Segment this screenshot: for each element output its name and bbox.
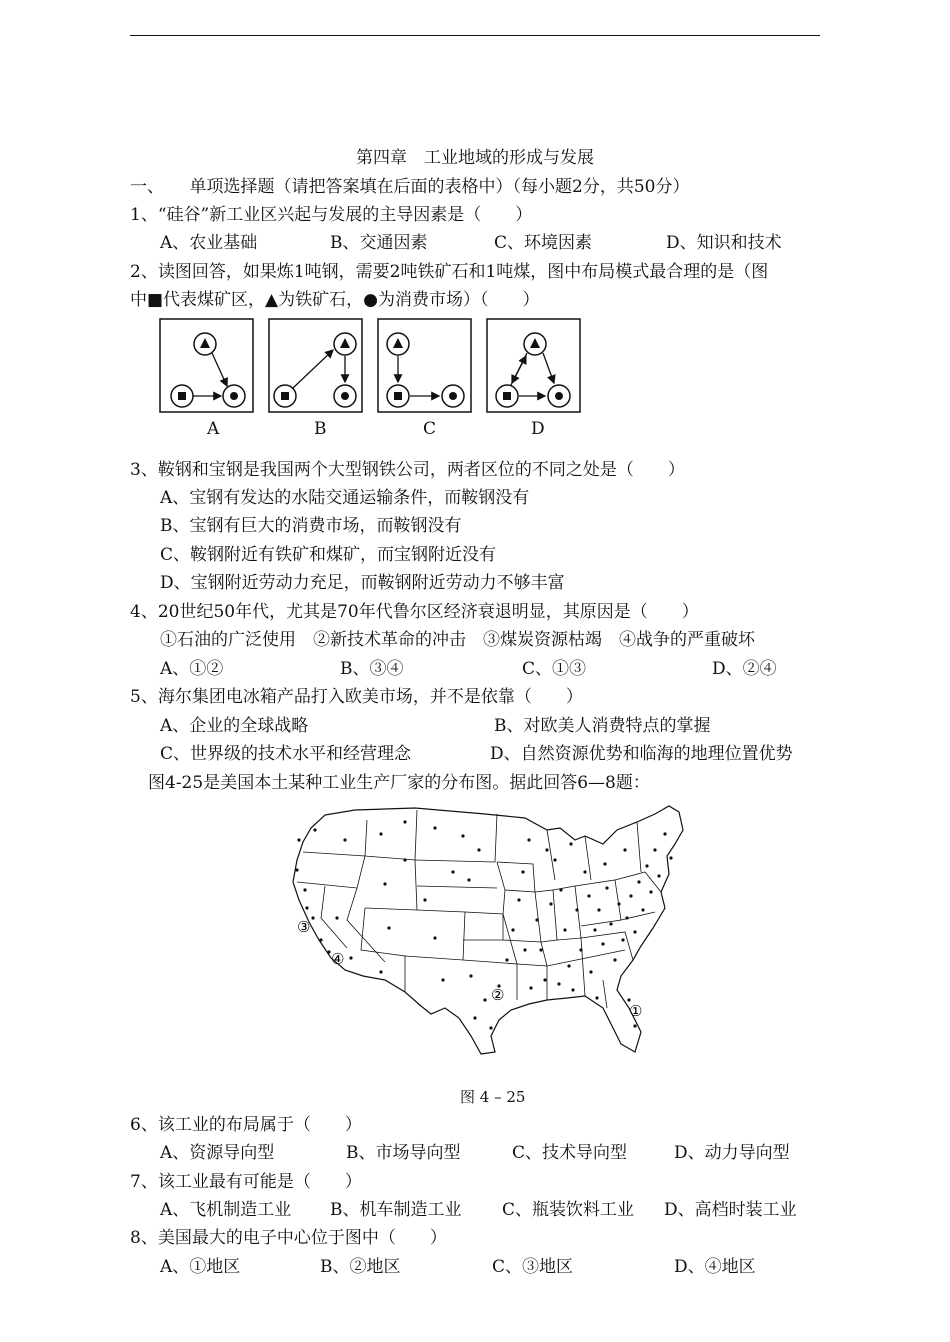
diagram-panel-a [160,319,253,412]
question-5-stem: 5、海尔集团电冰箱产品打入欧美市场，并不是依靠（ ） [130,687,583,707]
header-rule [130,35,820,36]
question-4-option-a: A、①② [160,659,224,679]
us-outline [293,806,683,1054]
question-1-option-c: C、环境因素 [494,233,593,253]
question-8-option-d: D、④地区 [674,1257,756,1277]
question-5-option-d: D、自然资源优势和临海的地理位置优势 [490,744,793,764]
question-8-stem: 8、美国最大的电子中心位于图中（ ） [130,1228,447,1248]
question-5-option-c: C、世界级的技术水平和经营理念 [160,744,412,764]
question-7-option-c: C、瓶装饮料工业 [502,1200,635,1220]
question-8-option-c: C、③地区 [492,1257,574,1277]
question-8-option-a: A、①地区 [160,1257,241,1277]
question-4-option-c: C、①③ [522,659,587,679]
question-2-stem-line1: 2、读图回答，如果炼1吨钢，需要2吨铁矿石和1吨煤，图中布局模式最合理的是（图 [130,262,769,282]
question-6-option-b: B、市场导向型 [346,1143,461,1163]
question-5-option-a: A、企业的全球战略 [160,716,309,736]
question-3-option-a: A、宝钢有发达的水陆交通运输条件，而鞍钢没有 [160,488,530,508]
panel-label-c: C [423,419,437,439]
question-6-stem: 6、该工业的布局属于（ ） [130,1115,362,1135]
diagram-panel-d [487,319,580,412]
question-4-stem: 4、20世纪50年代，尤其是70年代鲁尔区经济衰退明显，其原因是（ ） [130,602,699,622]
region-label-2: ② [491,986,505,1004]
region-label-4: ④ [331,950,345,968]
question-4-factors: ①石油的广泛使用 ②新技术革命的冲击 ③煤炭资源枯竭 ④战争的严重破坏 [160,630,755,650]
state-borders [297,810,661,1008]
question-3-stem: 3、鞍钢和宝钢是我国两个大型钢铁公司，两者区位的不同之处是（ ） [130,460,685,480]
question-3-option-c: C、鞍钢附近有铁矿和煤矿，而宝钢附近没有 [160,545,497,565]
question-7-option-d: D、高档时装工业 [664,1200,797,1220]
region-label-3: ③ [297,918,311,936]
panel-label-b: B [314,419,327,439]
question-7-stem: 7、该工业最有可能是（ ） [130,1172,362,1192]
region-label-1: ① [629,1002,643,1020]
question-1-option-b: B、交通因素 [330,233,428,253]
question-7-option-a: A、飞机制造工业 [160,1200,292,1220]
map-caption: 图 4 – 25 [460,1088,526,1106]
question-2-stem-line2: 中■代表煤矿区，▲为铁矿石，●为消费市场）（ ） [130,290,540,310]
diagram-panel-b [269,319,362,412]
question-8-option-b: B、②地区 [320,1257,401,1277]
section-heading: 一、 单项选择题（请把答案填在后面的表格中）（每小题2分，共50分） [130,177,690,197]
question-1-option-a: A、农业基础 [160,233,258,253]
question-6-option-d: D、动力导向型 [674,1143,790,1163]
panel-label-d: D [531,419,545,439]
question-7-option-b: B、机车制造工业 [330,1200,462,1220]
question-4-option-d: D、②④ [712,659,777,679]
usa-factory-distribution-map [285,800,715,1060]
layout-pattern-figure [155,316,585,441]
question-3-option-b: B、宝钢有巨大的消费市场，而鞍钢没有 [160,516,462,536]
question-6-option-a: A、资源导向型 [160,1143,275,1163]
panel-label-a: A [207,419,220,439]
map-intro: 图4-25是美国本土某种工业生产厂家的分布图。据此回答6—8题： [148,773,650,793]
question-1-stem: 1、“硅谷”新工业区兴起与发展的主导因素是（ ） [130,205,533,225]
question-4-option-b: B、③④ [340,659,404,679]
question-6-option-c: C、技术导向型 [512,1143,628,1163]
question-1-option-d: D、知识和技术 [666,233,782,253]
question-3-option-d: D、宝钢附近劳动力充足，而鞍钢附近劳动力不够丰富 [160,573,565,593]
question-5-option-b: B、对欧美人消费特点的掌握 [494,716,711,736]
diagram-panel-c [378,319,471,412]
chapter-title: 第四章 工业地域的形成与发展 [356,148,594,168]
